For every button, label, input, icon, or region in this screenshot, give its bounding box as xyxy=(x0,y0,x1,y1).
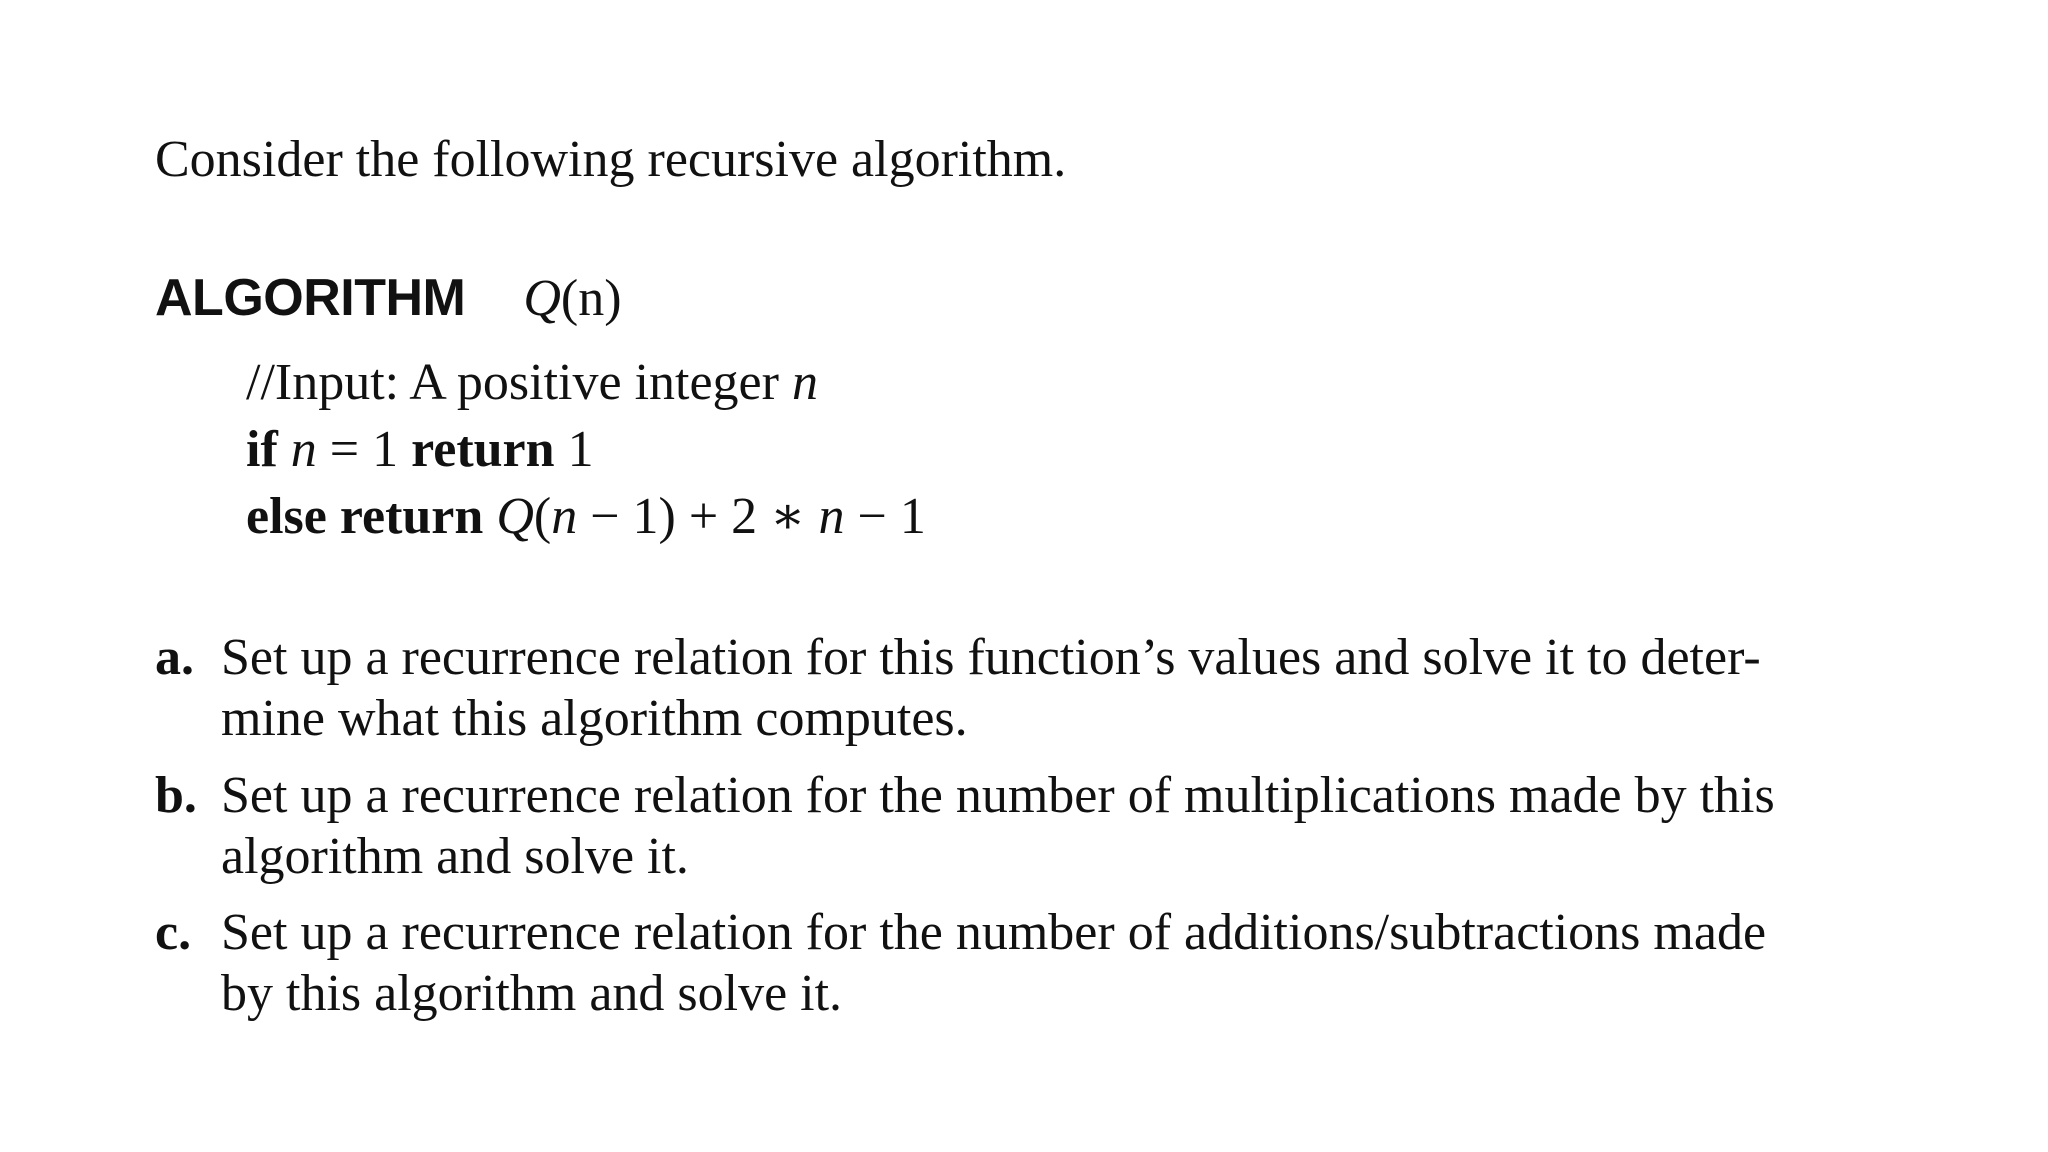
else-variable-2: n xyxy=(818,488,845,545)
algorithm-name xyxy=(523,269,621,328)
if-condition: = 1 xyxy=(316,421,412,478)
else-return-keyword: else return xyxy=(246,488,484,545)
code-else-line xyxy=(246,484,926,550)
return-value: 1 xyxy=(554,421,594,478)
algorithm-heading xyxy=(155,268,622,338)
question-label: a. xyxy=(155,629,194,686)
else-open-paren: ( xyxy=(533,488,552,545)
intro-text: Consider the following recursive algorithm. xyxy=(155,131,1067,188)
question-label: c. xyxy=(155,904,192,961)
algorithm-func-name: Q xyxy=(523,270,561,327)
else-variable-1: n xyxy=(551,488,578,545)
question-text-line-2: by this algorithm and solve it. xyxy=(221,965,843,1022)
question-text-line-1: Set up a recurrence relation for the number of multiplications made by this xyxy=(221,767,1775,824)
question-text-line-1: Set up a recurrence relation for this function’s values and solve it to deter- xyxy=(221,629,1761,686)
question-b xyxy=(155,765,1855,887)
return-keyword: return xyxy=(411,421,555,478)
question-text-line-2: algorithm and solve it. xyxy=(221,828,689,885)
question-a xyxy=(155,627,1855,749)
else-expression-tail: − 1 xyxy=(844,488,926,545)
else-expression-middle: − 1) + 2 ∗ xyxy=(577,488,819,545)
question-label: b. xyxy=(155,767,197,824)
code-comment-line xyxy=(246,350,818,416)
comment-variable: n xyxy=(791,354,818,411)
algorithm-args: (n) xyxy=(560,270,622,327)
comment-text: //Input: A positive integer xyxy=(246,354,792,411)
question-text-line-1: Set up a recurrence relation for the number of additions/subtractions made xyxy=(221,904,1767,961)
algorithm-keyword: ALGORITHM xyxy=(155,269,466,327)
if-variable: n xyxy=(290,421,317,478)
if-keyword: if xyxy=(246,421,278,478)
question-c xyxy=(155,902,1855,1024)
question-text-line-2: mine what this algorithm computes. xyxy=(221,690,968,747)
else-func-name: Q xyxy=(496,488,534,545)
code-if-line xyxy=(246,417,594,483)
